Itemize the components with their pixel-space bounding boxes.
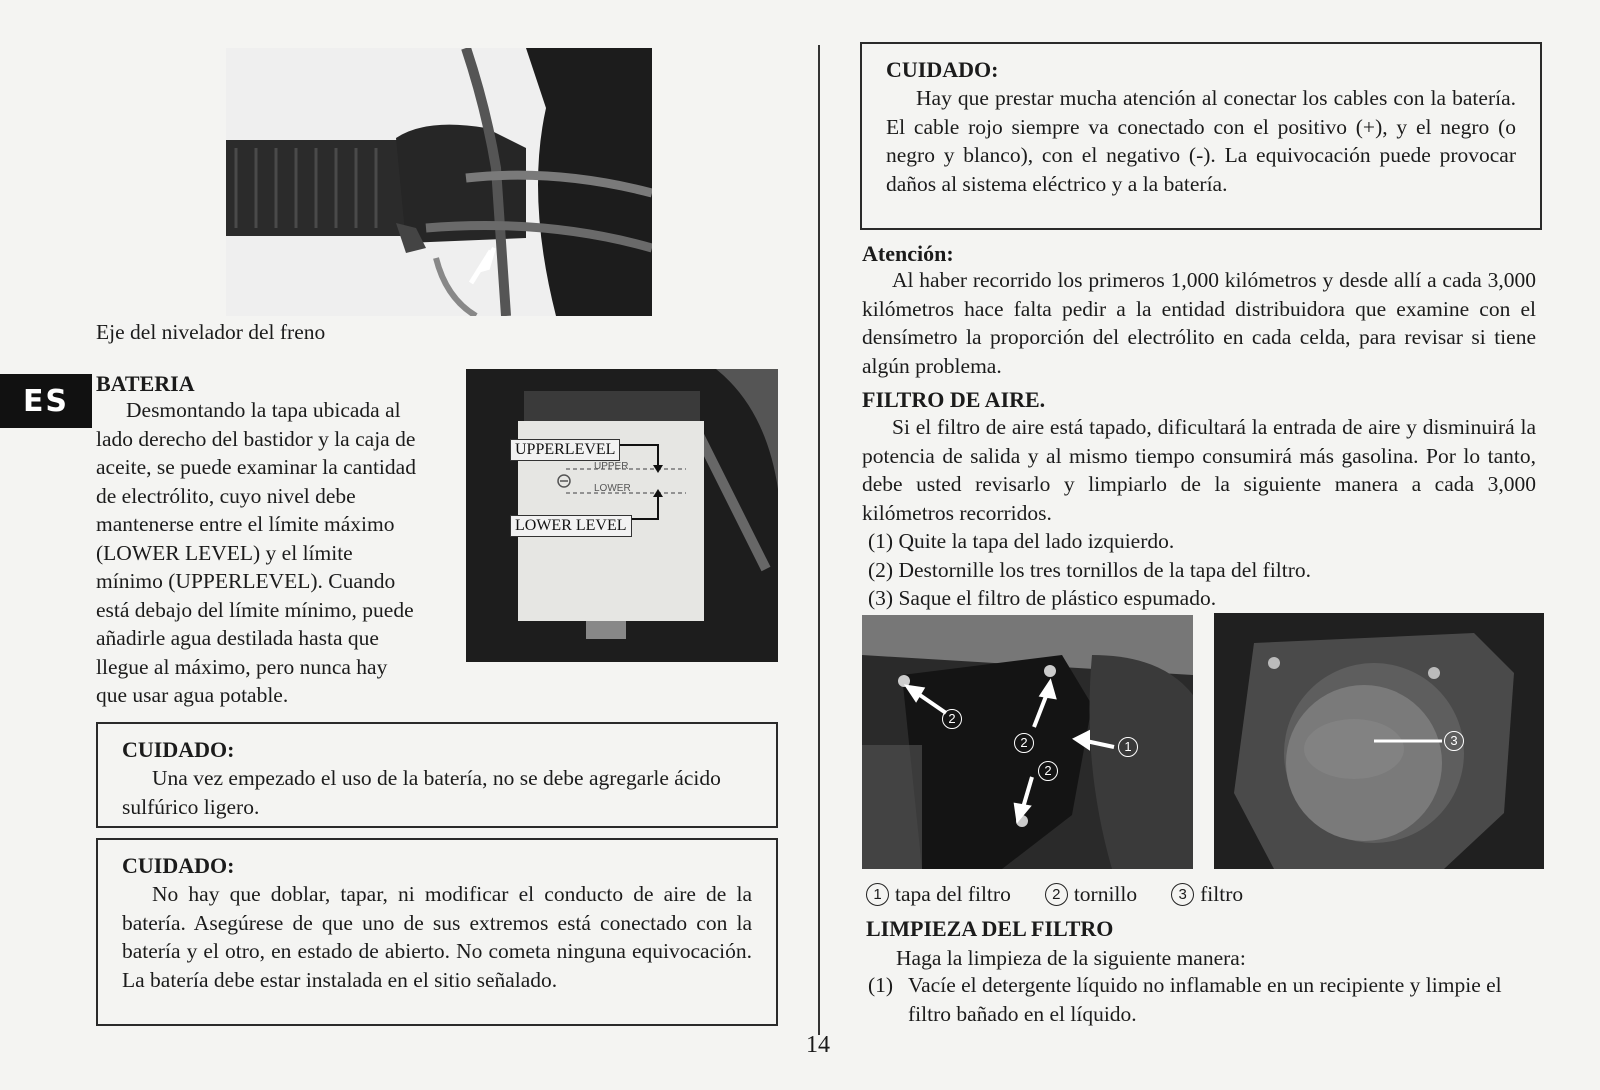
battery-body: Desmontando la tapa ubicada al lado derecho del bastidor y la caja de aceite, se puede examinar la cantidad de electrólito, cuyo nivel debe mantenerse entre el límite máximo (LOWER LEVEL) y el límite mínimo (UPPERLEVEL). Cuando está debajo del límite mínimo, puede añadirle agua destilada hasta que llegue al máximo, pero nunca hay que usar agua potable. (96, 396, 672, 710)
callout-1: 1 (1118, 737, 1138, 757)
filter-cover-photo (862, 615, 1193, 869)
brake-photo-caption: Eje del nivelador del freno (96, 320, 326, 344)
page-number: 14 (806, 1032, 830, 1058)
brake-lever-photo (226, 48, 652, 316)
caution-1-title: CUIDADO: (122, 737, 235, 762)
photo-legend (866, 880, 1243, 909)
filter-cleaning-step-1 (868, 971, 1518, 1028)
legend-item-1 (866, 880, 1011, 909)
air-filter-step-2: (2) Destornille los tres tornillos de la tapa del filtro. (868, 557, 1312, 582)
attention-body: Al haber recorrido los primeros 1,000 kilómetros y desde allí a cada 3,000 kilómetros hace falta pedir a la entidad distribuidora que examine con el densímetro la proporción del electrólito en cada celda, para revisar si tiene algún problema. (862, 268, 1536, 378)
legend-item-2 (1045, 880, 1137, 909)
legend-num-1: 1 (866, 883, 889, 906)
air-filter-heading: FILTRO DE AIRE. (862, 387, 1046, 412)
air-filter-body: Si el filtro de aire está tapado, dificultará la entrada de aire y disminuirá la potencia de salida y al mismo tiempo consumirá más gasolina. Por lo tanto, debe usted revisarlo y limpiarlo de la siguiente manera a cada 3,000 kilómetros recorridos. (862, 415, 1536, 525)
caution-2-title: CUIDADO: (122, 853, 235, 878)
upper-level-label: UPPERLEVEL (510, 439, 620, 461)
language-tab: ES (0, 374, 92, 428)
air-filter-step-3: (3) Saque el filtro de plástico espumado. (868, 586, 1217, 610)
caution-3-title: CUIDADO: (886, 57, 999, 82)
attention-heading: Atención: (862, 241, 954, 266)
callout-2c: 2 (1038, 761, 1058, 781)
callout-2a: 2 (942, 709, 962, 729)
caution-box-2 (96, 838, 778, 1026)
battery-photo-spacer (416, 396, 672, 664)
filter-cleaning-heading: LIMPIEZA DEL FILTRO (866, 916, 1114, 941)
battery-heading: BATERIA (96, 371, 195, 396)
callout-2b: 2 (1014, 733, 1034, 753)
legend-label-2: tornillo (1073, 882, 1138, 906)
filter-cleaning-step-1-text: Vacíe el detergente líquido no inflamable en un recipiente y limpie el filtro bañado en el líquido. (908, 973, 1502, 1026)
legend-num-3: 3 (1171, 883, 1194, 906)
page-divider (818, 45, 820, 1035)
legend-label-1: tapa del filtro (895, 882, 1011, 906)
caution-box-3 (860, 42, 1542, 230)
foam-filter-photo (1214, 613, 1544, 869)
legend-item-3 (1171, 880, 1243, 909)
filter-cleaning-intro: Haga la limpieza de la siguiente manera: (896, 946, 1246, 970)
legend-label-3: filtro (1200, 882, 1244, 906)
lower-level-label: LOWER LEVEL (510, 515, 632, 537)
legend-num-2: 2 (1045, 883, 1068, 906)
callout-3: 3 (1444, 731, 1464, 751)
air-filter-step-1: (1) Quite la tapa del lado izquierdo. (868, 529, 1175, 553)
caution-box-1 (96, 722, 778, 828)
filter-cleaning-step-1-num: (1) (868, 973, 894, 997)
caution-3-body: Hay que prestar mucha atención al conectar los cables con la batería. El cable rojo siempre va conectado con el positivo (+), y el negro (o negro y blanco), con el negativo (-). La equivocación puede provocar daños al sistema eléctrico y a la batería. (886, 86, 1516, 196)
caution-1-body: Una vez empezado el uso de la batería, no se debe agregarle ácido sulfúrico ligero. (122, 766, 721, 819)
caution-2-body: No hay que doblar, tapar, ni modificar el conducto de aire de la batería. Asegúrese de que uno de sus extremos está conectado con la batería y el otro, en estado de abierto. No cometa ninguna equivocación. La batería debe estar instalada en el sitio señalado. (122, 882, 752, 992)
air-filter-steps (868, 527, 1311, 613)
upper-mark: UPPER (594, 461, 629, 472)
lower-mark: LOWER (594, 483, 631, 494)
